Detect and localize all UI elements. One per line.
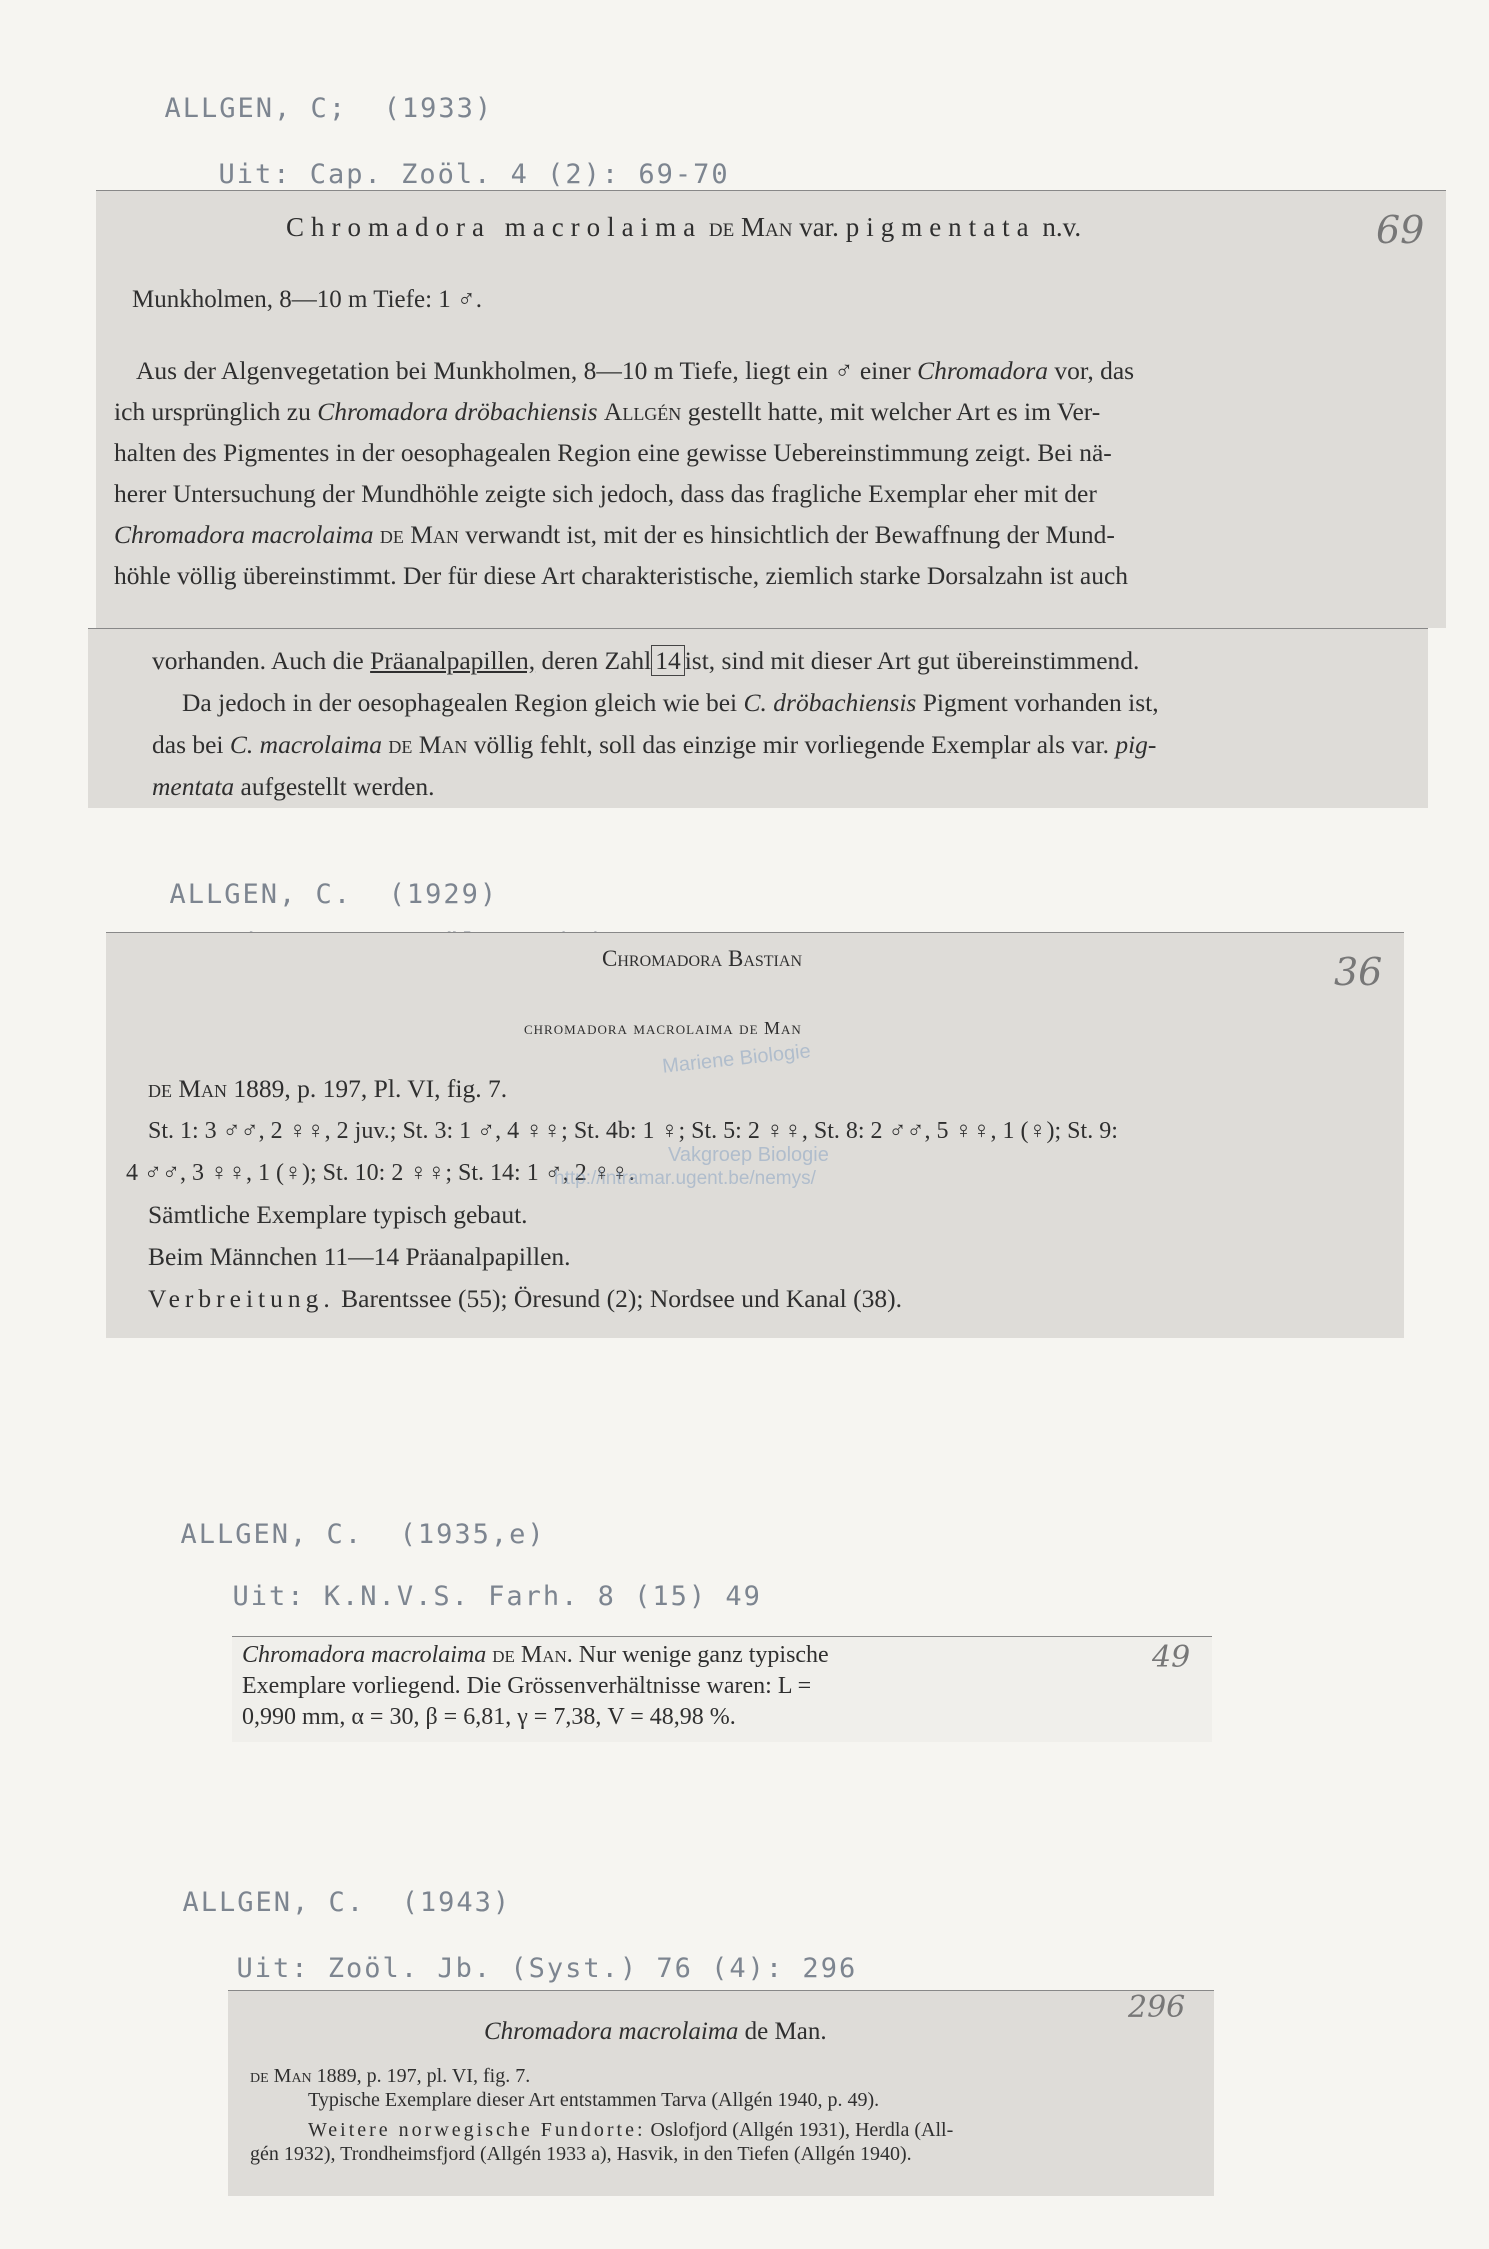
slip4-title: Chromadora macrolaima de Man.	[484, 2018, 827, 2045]
watermark-url: http://intramar.ugent.be/nemys/	[554, 1168, 816, 1189]
slip1-line-9: das bei C. macrolaima de Man völlig fehlt, soll das einzige mir vorliegende Exemplar als var. pig-	[152, 730, 1157, 759]
slip1-line-7: vorhanden. Auch die Präanalpapillen, deren Zahl 14 ist, sind mit dieser Art gut übereinstimmend.	[152, 646, 1140, 675]
clipping-2	[106, 932, 1404, 1338]
slip2-line-3: 4 ♂♂, 3 ♀♀, 1 (♀); St. 10: 2 ♀♀; St. 14: 1 ♂, 2 ♀♀.	[126, 1160, 635, 1186]
page-note-1: 69	[1376, 208, 1425, 252]
ref-year: (1943)	[401, 1887, 512, 1918]
slip3-line-2: Exemplare vorliegend. Die Grössenverhältnisse waren: L =	[242, 1673, 812, 1699]
ref-source: Uit: Cap. Zoöl. 4 (2): 69-70	[218, 159, 730, 190]
ref-source: Uit: K.N.V.S. Farh. 8 (15) 49	[232, 1581, 762, 1612]
reference-source-1	[182, 128, 730, 190]
slip1-line-2: ich ursprünglich zu Chromadora dröbachiensis Allgén gestellt hatte, mit welcher Art es im Ver-	[114, 397, 1101, 426]
ref-author: ALLGEN, C.	[182, 1887, 366, 1918]
page-note-4: 296	[1128, 1990, 1186, 2025]
reference-header-3	[144, 1488, 546, 1550]
slip1-line-1: Aus der Algenvegetation bei Munkholmen, 8—10 m Tiefe, liegt ein ♂ einer Chromadora vor, das	[136, 356, 1135, 385]
slip2-line-5: Beim Männchen 11—14 Präanalpapillen.	[148, 1242, 571, 1271]
slip4-line-1: de Man 1889, p. 197, pl. VI, fig. 7.	[250, 2065, 531, 2087]
ref-year: (1933)	[383, 93, 494, 124]
clipping-4	[228, 1990, 1214, 2196]
watermark-logo-text: Mariene Biologie	[661, 1040, 812, 1078]
clipping-3	[232, 1636, 1212, 1742]
slip1-line-6: höhle völlig übereinstimmt. Der für diese Art charakteristische, ziemlich starke Dorsalzahn ist auch	[114, 561, 1129, 590]
ref-author: ALLGEN, C;	[164, 93, 348, 124]
slip1-title: Chromadora macrolaima de Man var. pigmentata n.v.	[286, 212, 1082, 242]
ref-year: (1935,e)	[399, 1519, 546, 1550]
slip2-line-4: Sämtliche Exemplare typisch gebaut.	[148, 1200, 528, 1229]
reference-header-4	[146, 1856, 511, 1918]
page-note-2: 36	[1334, 950, 1383, 994]
ref-author: ALLGEN, C.	[180, 1519, 364, 1550]
slip2-line-2: St. 1: 3 ♂♂, 2 ♀♀, 2 juv.; St. 3: 1 ♂, 4 ♀♀; St. 4b: 1 ♀; St. 5: 2 ♀♀, St. 8: 2 ♂♂, 5 ♀♀, 1 (♀); St. 9:	[148, 1118, 1118, 1144]
slip1-line-8: Da jedoch in der oesophagealen Region gleich wie bei C. dröbachiensis Pigment vorhanden ist,	[182, 688, 1159, 717]
page-note-3: 49	[1152, 1640, 1191, 1675]
slip2-line-6: Verbreitung. Barentssee (55); Öresund (2); Nordsee und Kanal (38).	[148, 1284, 902, 1313]
ref-author: ALLGEN, C.	[169, 879, 353, 910]
slip4-line-3: Weitere norwegische Fundorte: Oslofjord (Allgén 1931), Herdla (All-	[308, 2119, 954, 2141]
reference-header-1	[128, 62, 493, 124]
slip2-subheader: chromadora macrolaima de Man	[524, 1018, 802, 1038]
ref-source: Uit: Zoöl. Jb. (Syst.) 76 (4): 296	[236, 1953, 858, 1984]
slip4-line-2: Typische Exemplare dieser Art entstammen Tarva (Allgén 1940, p. 49).	[308, 2089, 880, 2111]
reference-source-4	[200, 1922, 857, 1984]
slip1-line-10: mentata aufgestellt werden.	[152, 772, 435, 801]
slip1-line-4: herer Untersuchung der Mundhöhle zeigte sich jedoch, dass das fragliche Exemplar eher mit der	[114, 479, 1097, 508]
slip2-header: Chromadora Bastian	[602, 946, 802, 971]
slip1-line-5: Chromadora macrolaima de Man verwandt ist, mit der es hinsichtlich der Bewaffnung der Mund-	[114, 520, 1115, 549]
slip3-line-1: Chromadora macrolaima de Man. Nur wenige ganz typische	[242, 1642, 829, 1668]
clipping-1	[96, 190, 1446, 628]
slip4-line-4: gén 1932), Trondheimsfjord (Allgén 1933 a), Hasvik, in den Tiefen (Allgén 1940).	[250, 2143, 912, 2165]
slip1-locality: Munkholmen, 8—10 m Tiefe: 1 ♂.	[132, 286, 483, 313]
slip1-line-3: halten des Pigmentes in der oesophagealen Region eine gewisse Uebereinstimmung zeigt. Bei nä-	[114, 438, 1112, 467]
clipping-1-continued	[88, 628, 1428, 808]
ref-year: (1929)	[388, 879, 499, 910]
slip3-line-3: 0,990 mm, α = 30, β = 6,81, γ = 7,38, V = 48,98 %.	[242, 1704, 736, 1730]
watermark-logo-text: Vakgroep Biologie	[668, 1144, 829, 1166]
reference-source-3	[196, 1550, 762, 1612]
slip2-line-1: de Man 1889, p. 197, Pl. VI, fig. 7.	[148, 1074, 508, 1103]
